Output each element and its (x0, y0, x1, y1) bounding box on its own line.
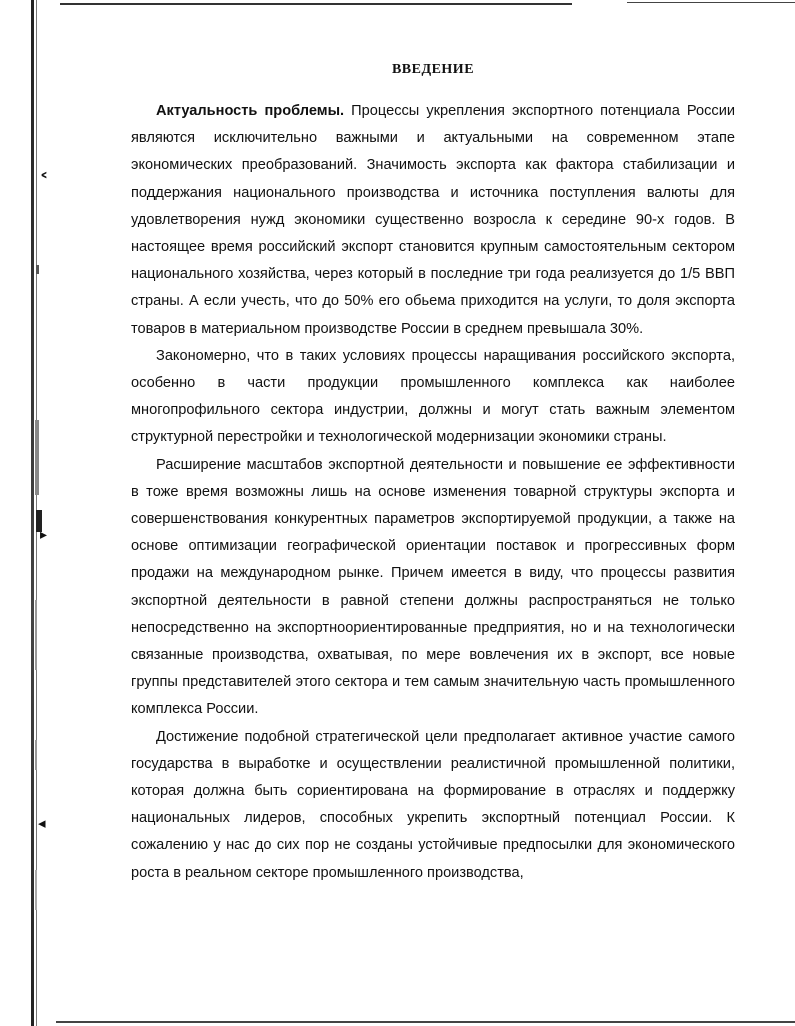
scan-bottom-rule (56, 1021, 795, 1023)
scan-artifact-icon: ▸ (40, 527, 48, 543)
scan-left-edge (31, 0, 34, 1026)
scan-speck (35, 420, 39, 495)
scan-speck (35, 600, 37, 670)
scan-top-rule-right (627, 2, 795, 3)
paragraph-3 (131, 452, 735, 724)
document-body (131, 98, 735, 887)
scan-speck (35, 870, 37, 910)
scan-top-rule (60, 3, 572, 5)
scan-speck (36, 265, 39, 274)
paragraph-4 (131, 724, 735, 887)
scan-speck (35, 740, 37, 770)
paragraph-text: Процессы укрепления экспортного потенциала России являются исключительно важными и актуальными на современном этапе экономических преобразований. Значимость экспорта как фактора стабилизации и поддержания национального производства и источника поступления валюты для удовлетворения нужд экономики существенно возросла к середине 90-х годов. В настоящее время российский экспорт становится крупным самостоятельным сектором национального хозяйства, через который в последние три года реализуется до 1/5 ВВП страны. А если учесть, что до 50% его обьема приходится на услуги, то доля экспорта товаров в материальном производстве России в среднем превышала 30%. (131, 103, 735, 337)
paragraph-text: Достижение подобной стратегической цели предполагает активное участие самого государства в выработке и осуществлении реалистичной промышленной политики, которая должна быть сориентирована на формирование в отраслях и поддержку национальных лидеров, способных укрепить экспортный потенциал России. К сожалению у нас до сих пор не созданы устойчивые предпосылки для экономического роста в реальном секторе промышленного производства, (131, 728, 735, 881)
paragraph-text: Закономерно, что в таких условиях процессы наращивания российского экспорта, особенно в части продукции промышленного комплекса как наиболее многопрофильного сектора индустрии, должны и могут стать важным элементом структурной перестройки и технологической модернизации экономики страны. (131, 347, 735, 446)
paragraph-text: Расширение масштабов экспортной деятельности и повышение ее эффективности в тоже время возможны лишь на основе изменения товарной структуры экспорта и совершенствования конкурентных параметров экспортируемой продукции, а также на основе оптимизации географической ориентации поставок и прогрессивных форм продажи на международном рынке. Причем имеется в виду, что процессы развития экспортной деятельности в равной степени должны распространяться не только непосредственно на экспортноориентированные предприятия, но и на технологически связанные производства, охватывая, по мере вовлечения их в экспорт, все новые группы представителей этого сектора и тем самым значительную часть промышленного комплекса России. (131, 456, 735, 718)
scan-artifact-icon: ˂ (39, 170, 49, 194)
paragraph-1 (131, 98, 735, 343)
paragraph-lead: Актуальность проблемы. (156, 103, 345, 119)
paragraph-2 (131, 343, 735, 452)
page-title: ВВЕДЕНИЕ (391, 62, 475, 77)
scan-artifact-icon: ◂ (38, 814, 46, 832)
